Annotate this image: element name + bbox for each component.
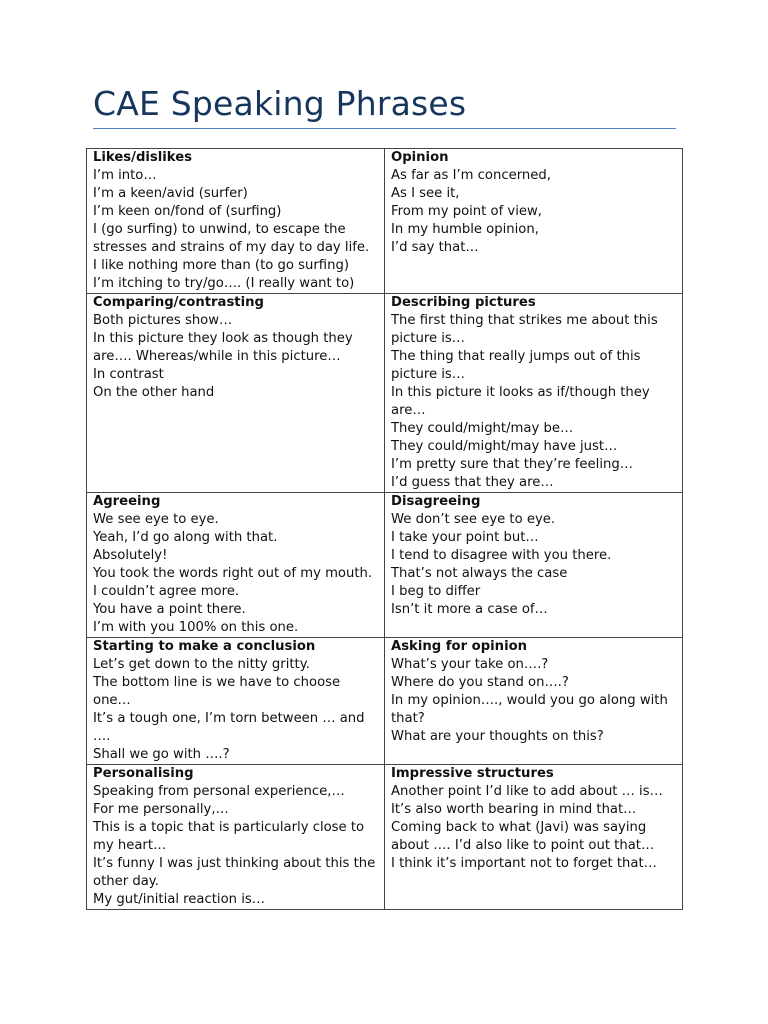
phrase-item: This is a topic that is particularly close to my heart… [93,820,365,853]
phrase-item: Where do you stand on….? [391,675,569,690]
phrase-item: In my humble opinion, [391,222,539,237]
phrase-item: Speaking from personal experience,… [93,784,345,799]
phrase-item: It’s funny I was just thinking about this the other day. [93,856,376,889]
phrase-item: I like nothing more than (to go surfing) [93,258,349,273]
phrase-item: Both pictures show… [93,313,233,328]
phrase-item: We don’t see eye to eye. [391,512,556,527]
category-heading: Likes/dislikes [93,150,193,165]
phrase-category-cell [385,493,683,638]
phrase-item: Let’s get down to the nitty gritty. [93,657,310,672]
phrase-item: From my point of view, [391,204,542,219]
phrase-category-cell [385,638,683,765]
phrase-item: Another point I’d like to add about … is… [391,784,663,799]
phrase-item: It’s a tough one, I’m torn between … and …. [93,711,365,744]
phrase-item: Yeah, I’d go along with that. [93,530,278,545]
phrases-table [86,148,683,910]
page-title: CAE Speaking Phrases [93,84,467,123]
phrase-item: I’d say that… [391,240,479,255]
phrases-table-body [87,149,683,910]
phrase-item: What are your thoughts on this? [391,729,604,744]
phrase-item: For me personally,… [93,802,229,817]
category-heading: Comparing/contrasting [93,295,264,310]
table-row [87,294,683,493]
phrase-item: The first thing that strikes me about this picture is… [391,313,658,346]
phrase-item: In contrast [93,367,164,382]
phrase-item: I tend to disagree with you there. [391,548,612,563]
phrase-category-cell [87,149,385,294]
phrase-item: I’m a keen/avid (surfer) [93,186,248,201]
phrase-item: That’s not always the case [391,566,568,581]
title-underline [93,128,676,129]
phrase-item: I’m itching to try/go…. (I really want to) [93,276,355,291]
table-row [87,765,683,910]
table-row [87,493,683,638]
category-heading: Starting to make a conclusion [93,639,316,654]
category-heading: Disagreeing [391,494,481,509]
phrase-item: My gut/initial reaction is… [93,892,265,907]
phrase-category-cell [385,149,683,294]
phrase-item: Absolutely! [93,548,168,563]
phrase-item: They could/might/may be… [391,421,574,436]
phrase-category-cell [385,294,683,493]
phrase-item: I (go surfing) to unwind, to escape the stresses and strains of my day to day life. [93,222,370,255]
phrase-item: I’m pretty sure that they’re feeling… [391,457,633,472]
phrase-item: The thing that really jumps out of this picture is… [391,349,641,382]
phrase-item: Coming back to what (Javi) was saying about …. I’d also like to point out that… [391,820,655,853]
phrase-category-cell [87,294,385,493]
phrase-item: In my opinion…., would you go along with that? [391,693,668,726]
phrase-category-cell [385,765,683,910]
phrase-item: I beg to differ [391,584,481,599]
phrase-item: It’s also worth bearing in mind that… [391,802,637,817]
phrase-category-cell [87,765,385,910]
phrase-item: The bottom line is we have to choose one… [93,675,341,708]
phrase-item: In this picture it looks as if/though they are… [391,385,650,418]
phrase-item: You took the words right out of my mouth. [93,566,373,581]
phrase-item: I’m into… [93,168,157,183]
phrase-item: I’m keen on/fond of (surfing) [93,204,282,219]
category-heading: Asking for opinion [391,639,528,654]
phrase-item: I think it’s important not to forget that… [391,856,657,871]
category-heading: Opinion [391,150,449,165]
phrase-item: On the other hand [93,385,215,400]
table-row [87,638,683,765]
phrase-item: We see eye to eye. [93,512,219,527]
phrase-item: I take your point but… [391,530,539,545]
category-heading: Describing pictures [391,295,536,310]
phrase-item: I couldn’t agree more. [93,584,240,599]
category-heading: Agreeing [93,494,161,509]
table-row [87,149,683,294]
phrase-category-cell [87,638,385,765]
phrase-item: As far as I’m concerned, [391,168,551,183]
phrase-item: Shall we go with ….? [93,747,230,762]
phrase-category-cell [87,493,385,638]
phrase-item: As I see it, [391,186,460,201]
phrase-item: Isn’t it more a case of… [391,602,548,617]
phrase-item: What’s your take on….? [391,657,549,672]
phrase-item: You have a point there. [93,602,246,617]
category-heading: Impressive structures [391,766,554,781]
phrase-item: They could/might/may have just… [391,439,618,454]
category-heading: Personalising [93,766,194,781]
phrase-item: I’m with you 100% on this one. [93,620,299,635]
phrase-item: I’d guess that they are… [391,475,554,490]
phrase-item: In this picture they look as though they are…. Whereas/while in this picture… [93,331,353,364]
